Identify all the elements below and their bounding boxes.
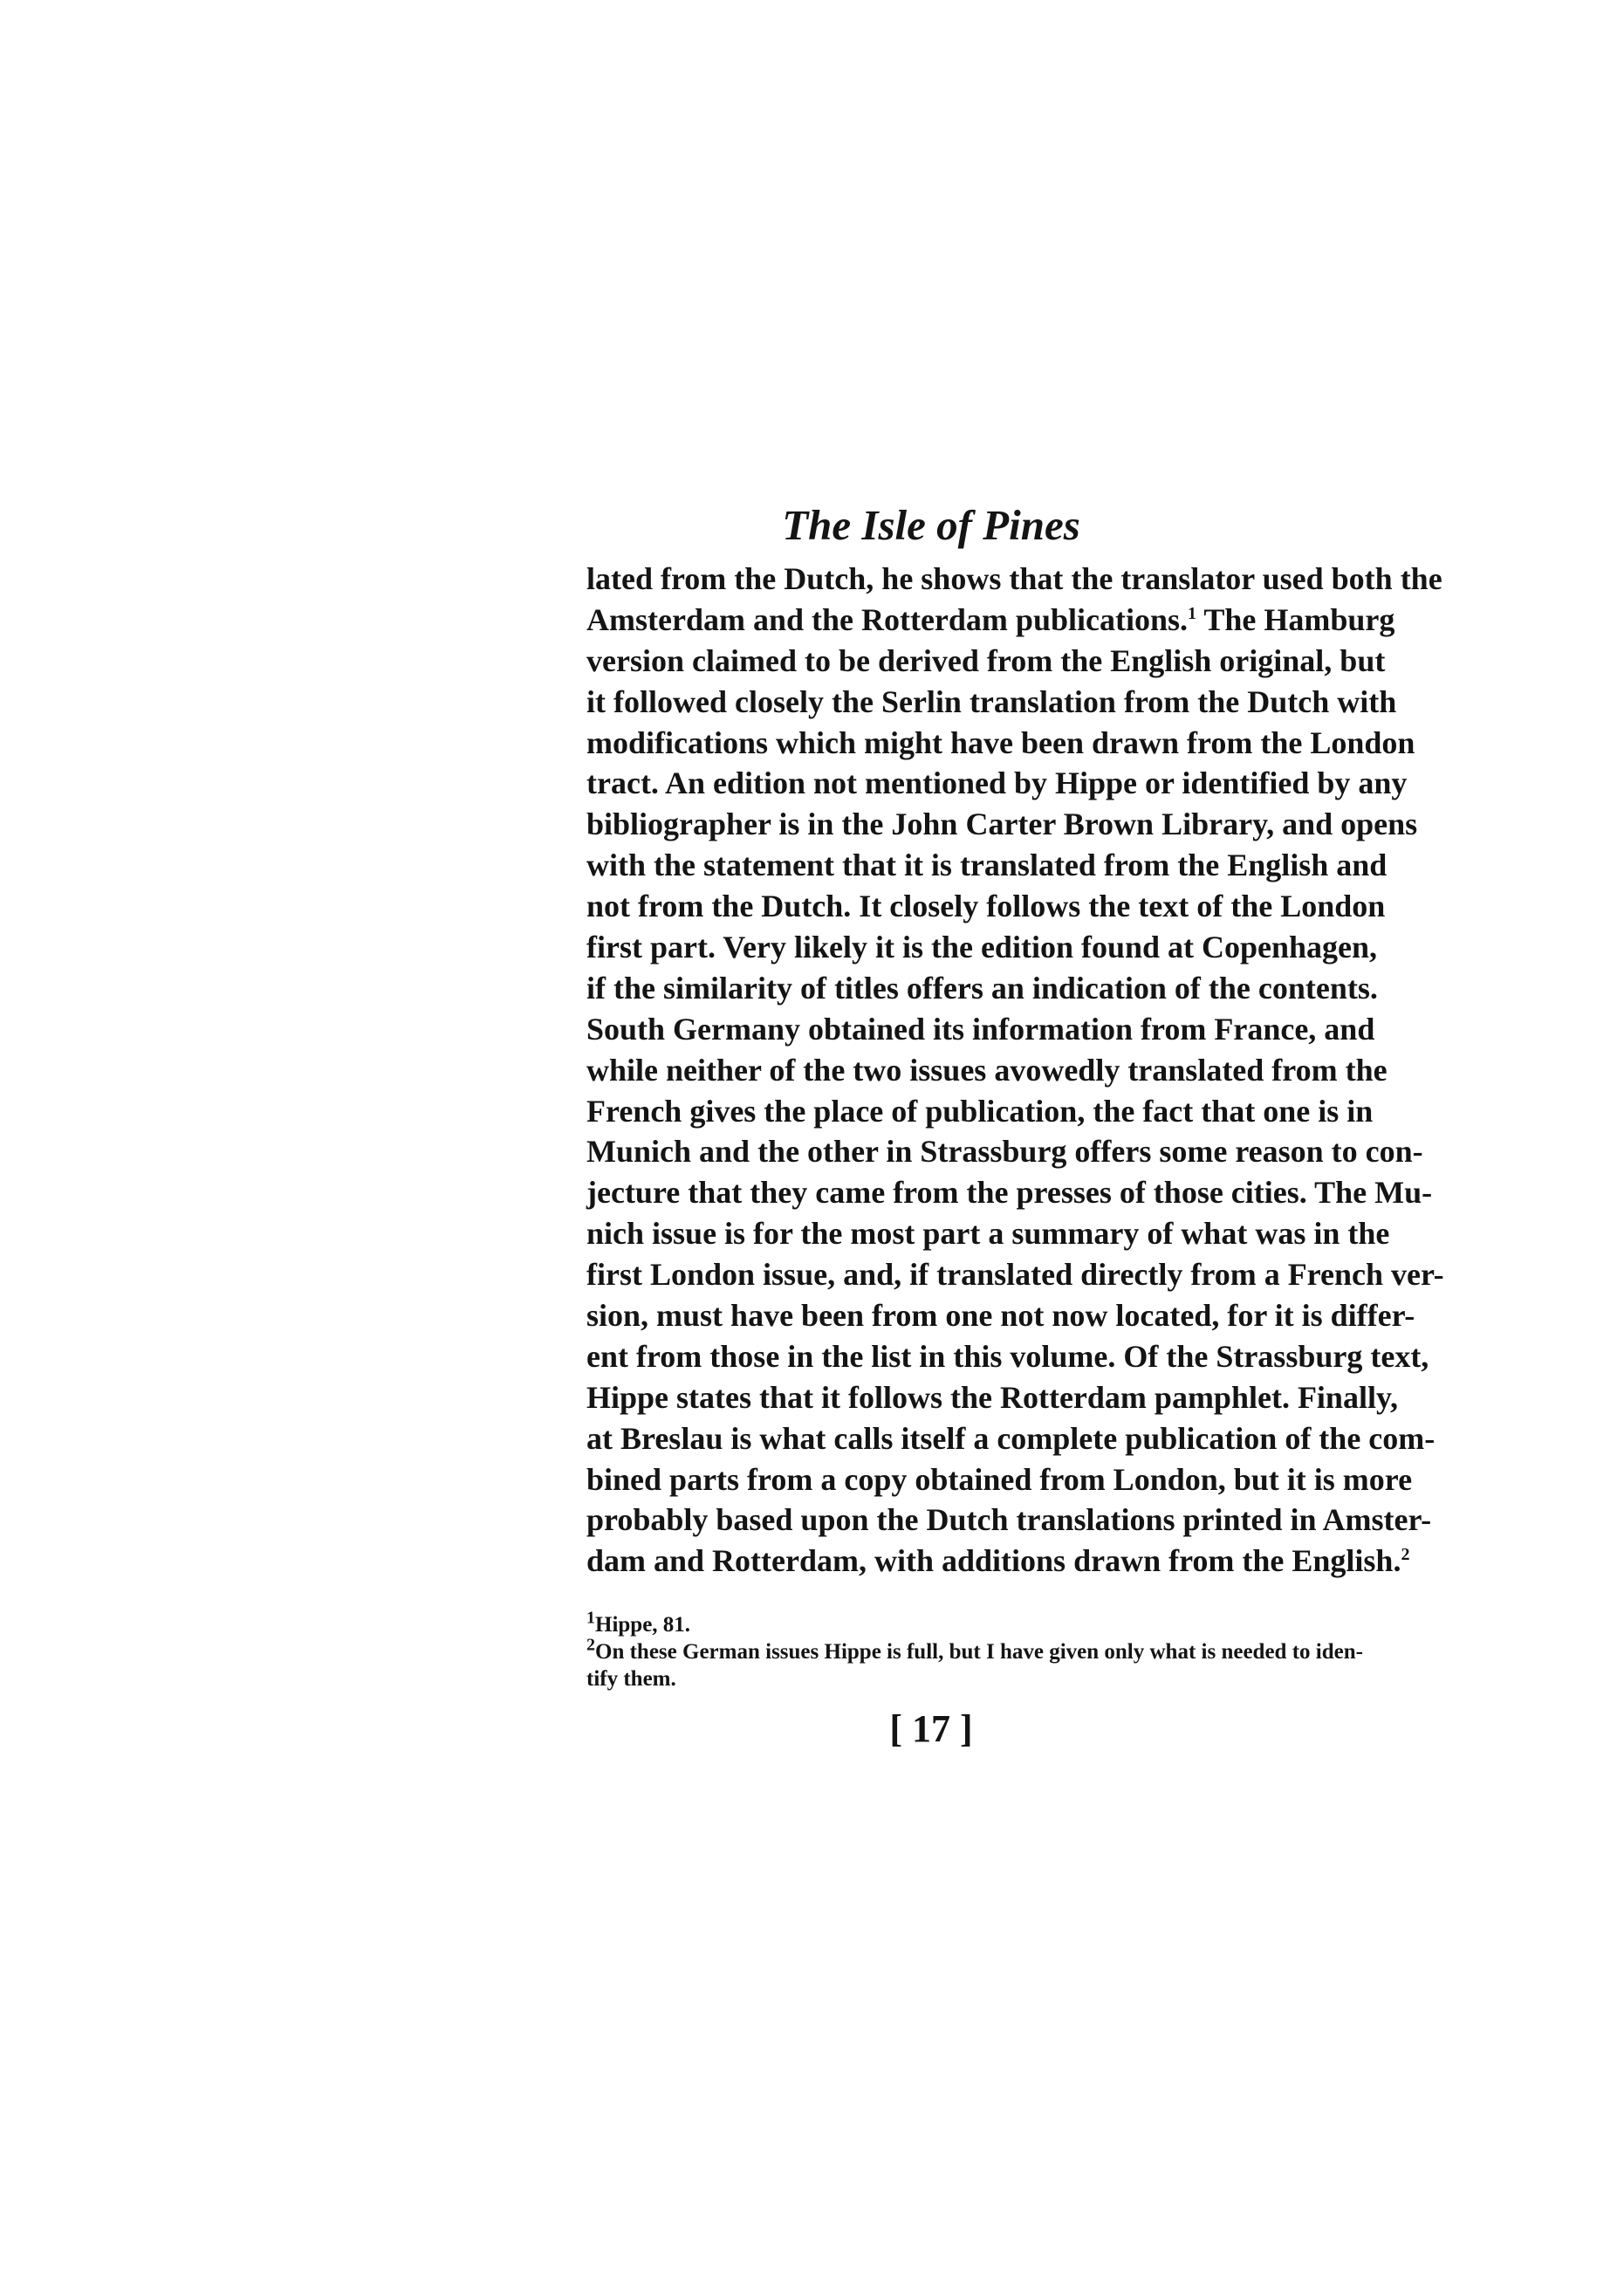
running-head: The Isle of Pines (782, 501, 1080, 549)
body-line: at Breslau is what calls itself a complete publication of the com- (586, 1420, 1436, 1456)
body-line: tract. An edition not mentioned by Hippe or identified by any (586, 765, 1408, 801)
body-line: French gives the place of publication, the fact that one is in (586, 1093, 1374, 1129)
body-line: sion, must have been from one not now located, for it is differ- (586, 1298, 1415, 1334)
body-line: modifications which might have been drawn from the London (586, 724, 1415, 760)
footnote-1 (586, 1608, 1276, 1638)
body-line: with the statement that it is translated from the English and (586, 848, 1388, 883)
body-line: not from the Dutch. It closely follows the text of the London (586, 889, 1386, 924)
body-line: South Germany obtained its information from France, and (586, 1011, 1375, 1047)
footnote-2 (586, 1635, 1363, 1665)
body-line: probably based upon the Dutch translations printed in Amster- (586, 1502, 1432, 1538)
footnote-marker: 1 (586, 1608, 595, 1628)
body-line: Hippe states that it follows the Rotterdam pamphlet. Finally, (586, 1379, 1398, 1415)
body-line: it followed closely the Serlin translation from the Dutch with (586, 683, 1397, 719)
body-line: ent from those in the list in this volume. Of the Strassburg text, (586, 1338, 1429, 1374)
footnote-marker: 2 (1401, 1545, 1410, 1565)
body-line: first London issue, and, if translated directly from a French ver- (586, 1257, 1444, 1293)
body-line: version claimed to be derived from the English original, but (586, 642, 1386, 678)
body-line-text: dam and Rotterdam, with additions drawn from the English. (586, 1543, 1401, 1579)
body-line: bined parts from a copy obtained from London, but it is more (586, 1461, 1413, 1497)
footnotes (586, 1608, 1363, 1692)
body-line (586, 1541, 1410, 1582)
body-line: while neither of the two issues avowedly translated from the (586, 1052, 1388, 1088)
body-line: bibliographer is in the John Carter Brown Library, and opens (586, 807, 1418, 842)
page-number: [ 17 ] (889, 1707, 973, 1751)
body-line: nich issue is for the most part a summary of what was in the (586, 1216, 1390, 1252)
body-line: jecture that they came from the presses of those cities. The Mu- (586, 1175, 1433, 1211)
page-text-block (586, 499, 1444, 1754)
body-line: if the similarity of titles offers an indication of the contents. (586, 970, 1378, 1006)
body-line: Munich and the other in Strassburg offers some reason to con- (586, 1134, 1423, 1170)
footnote-text: Hippe, 81. (595, 1613, 691, 1637)
footnote-2-continuation: tify them. (586, 1667, 676, 1692)
footnote-marker: 1 (1188, 603, 1196, 623)
footnote-marker: 2 (586, 1635, 595, 1655)
body-line-text: Amsterdam and the Rotterdam publications. (586, 601, 1188, 637)
footnote-text: On these German issues Hippe is full, but I have given only what is needed to iden- (595, 1640, 1363, 1665)
body-line: first part. Very likely it is the edition found at Copenhagen, (586, 930, 1378, 965)
body-line (586, 600, 1395, 641)
body-text (586, 559, 1444, 1582)
body-line-text: The Hamburg (1196, 601, 1395, 637)
body-line: lated from the Dutch, he shows that the translator used both the (586, 561, 1442, 596)
